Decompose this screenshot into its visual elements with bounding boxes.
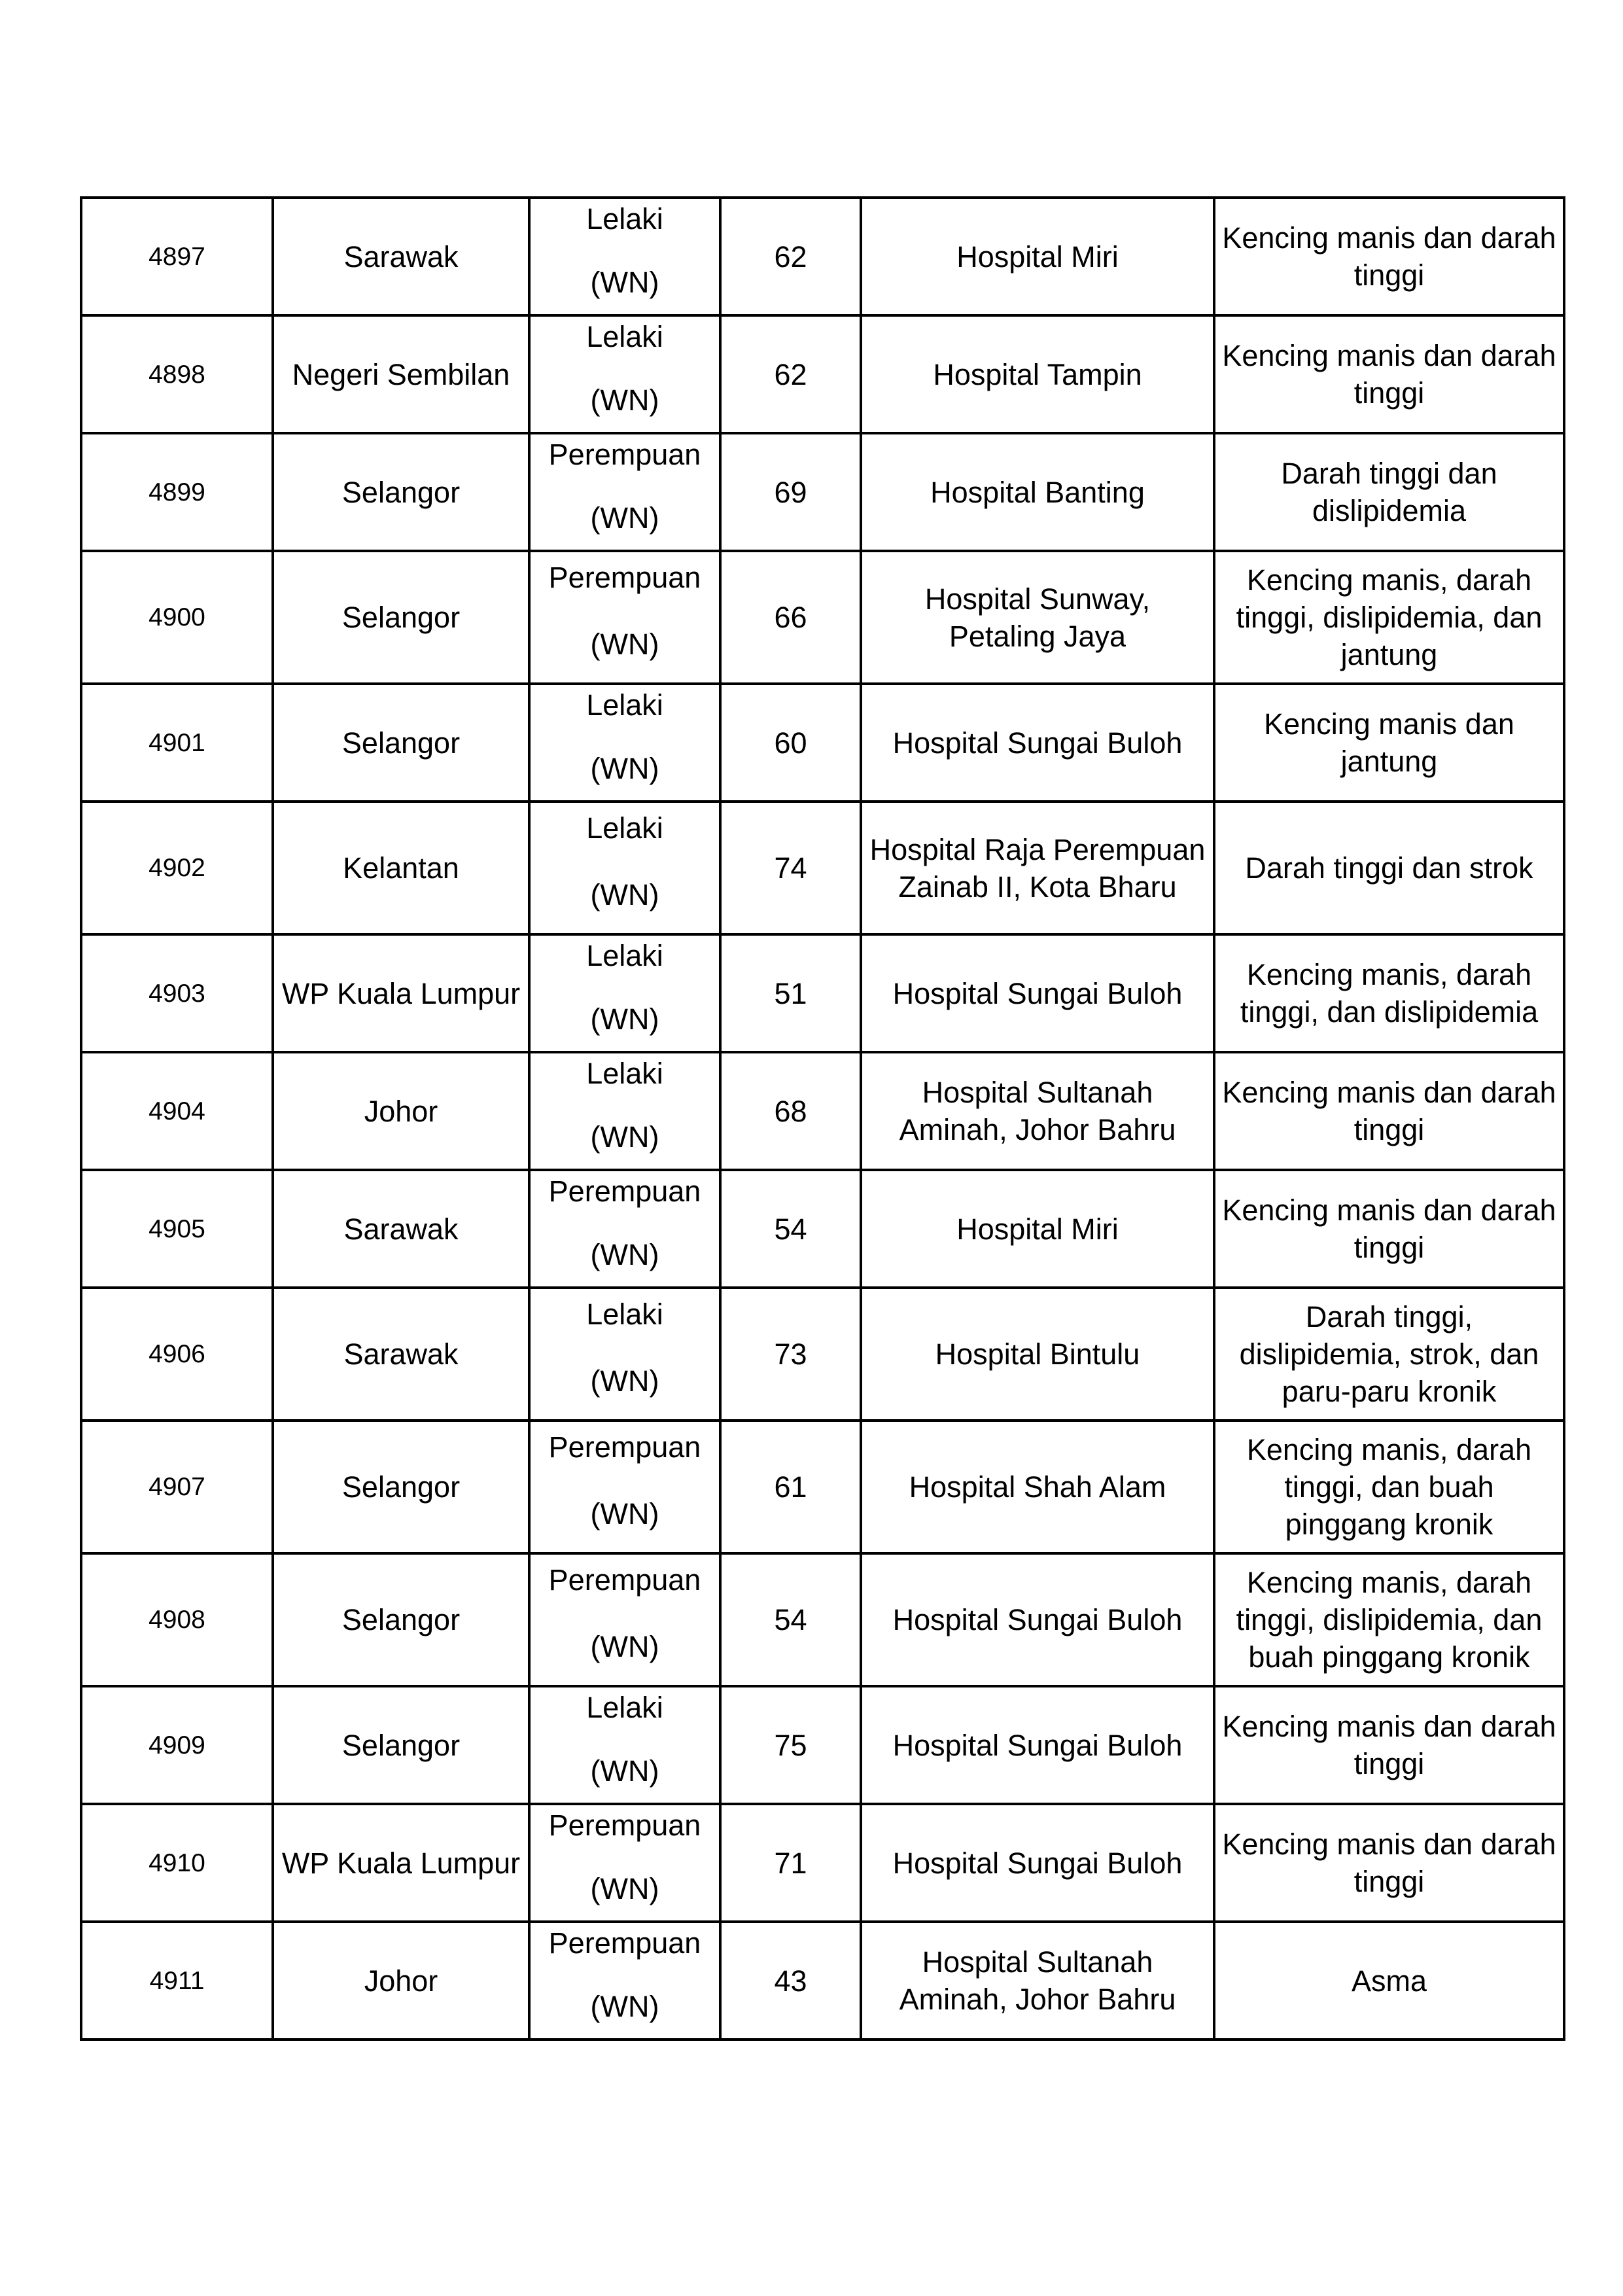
table-row — [81, 684, 1564, 802]
state-cell: Selangor — [273, 684, 529, 802]
hospital-cell: Hospital Sungai Buloh — [861, 934, 1214, 1052]
gender-label: Lelaki — [586, 939, 663, 972]
case-number-cell: 4897 — [81, 198, 273, 315]
age-cell: 62 — [720, 198, 861, 315]
citizenship-label: (WN) — [590, 266, 659, 299]
age-cell: 61 — [720, 1421, 861, 1553]
comorbidities-cell: Kencing manis dan darah tinggi — [1214, 1804, 1564, 1922]
citizenship-label: (WN) — [590, 1497, 659, 1530]
case-number-cell: 4910 — [81, 1804, 273, 1922]
comorbidities-cell: Darah tinggi dan dislipidemia — [1214, 433, 1564, 551]
state-cell: Selangor — [273, 1553, 529, 1686]
age-cell: 75 — [720, 1686, 861, 1804]
hospital-cell: Hospital Banting — [861, 433, 1214, 551]
gender-label: Perempuan — [548, 1563, 701, 1597]
age-cell: 69 — [720, 433, 861, 551]
case-number-cell: 4903 — [81, 934, 273, 1052]
gender-cell — [529, 934, 720, 1052]
case-number-cell: 4906 — [81, 1288, 273, 1421]
gender-label: Lelaki — [586, 320, 663, 353]
gender-cell — [529, 1804, 720, 1922]
case-number-cell: 4898 — [81, 315, 273, 433]
comorbidities-cell: Kencing manis, darah tinggi, dan buah pinggang kronik — [1214, 1421, 1564, 1553]
gender-cell — [529, 1686, 720, 1804]
age-cell: 71 — [720, 1804, 861, 1922]
citizenship-label: (WN) — [590, 1238, 659, 1271]
state-cell: Selangor — [273, 1421, 529, 1553]
age-cell: 74 — [720, 802, 861, 934]
case-number-cell: 4907 — [81, 1421, 273, 1553]
state-cell: Negeri Sembilan — [273, 315, 529, 433]
gender-cell — [529, 551, 720, 684]
table-row — [81, 1170, 1564, 1288]
table-row — [81, 1052, 1564, 1170]
age-cell: 68 — [720, 1052, 861, 1170]
gender-label: Lelaki — [586, 202, 663, 236]
case-number-cell: 4904 — [81, 1052, 273, 1170]
hospital-cell: Hospital Sungai Buloh — [861, 1553, 1214, 1686]
table-row — [81, 1553, 1564, 1686]
comorbidities-cell: Kencing manis dan jantung — [1214, 684, 1564, 802]
gender-label: Lelaki — [586, 1057, 663, 1090]
gender-cell — [529, 1421, 720, 1553]
case-number-cell: 4899 — [81, 433, 273, 551]
case-number-cell: 4901 — [81, 684, 273, 802]
age-cell: 62 — [720, 315, 861, 433]
state-cell: WP Kuala Lumpur — [273, 934, 529, 1052]
gender-cell — [529, 802, 720, 934]
comorbidities-cell: Kencing manis, darah tinggi, dislipidemia, dan buah pinggang kronik — [1214, 1553, 1564, 1686]
gender-cell — [529, 684, 720, 802]
case-table — [80, 196, 1565, 2041]
gender-label: Lelaki — [586, 688, 663, 722]
hospital-cell: Hospital Raja Perempuan Zainab II, Kota Bharu — [861, 802, 1214, 934]
gender-label: Lelaki — [586, 811, 663, 845]
case-number-cell: 4900 — [81, 551, 273, 684]
state-cell: WP Kuala Lumpur — [273, 1804, 529, 1922]
table-row — [81, 1421, 1564, 1553]
comorbidities-cell: Darah tinggi dan strok — [1214, 802, 1564, 934]
citizenship-label: (WN) — [590, 1002, 659, 1036]
gender-cell — [529, 1052, 720, 1170]
citizenship-label: (WN) — [590, 627, 659, 661]
state-cell: Sarawak — [273, 198, 529, 315]
citizenship-label: (WN) — [590, 1754, 659, 1788]
citizenship-label: (WN) — [590, 1872, 659, 1905]
gender-label: Perempuan — [548, 438, 701, 471]
comorbidities-cell: Kencing manis, darah tinggi, dislipidemia, dan jantung — [1214, 551, 1564, 684]
case-number-cell: 4909 — [81, 1686, 273, 1804]
gender-cell — [529, 1288, 720, 1421]
case-number-cell: 4908 — [81, 1553, 273, 1686]
comorbidities-cell: Kencing manis, darah tinggi, dan dislipidemia — [1214, 934, 1564, 1052]
comorbidities-cell: Kencing manis dan darah tinggi — [1214, 1686, 1564, 1804]
citizenship-label: (WN) — [590, 878, 659, 911]
age-cell: 54 — [720, 1170, 861, 1288]
table-row — [81, 802, 1564, 934]
gender-cell — [529, 1170, 720, 1288]
hospital-cell: Hospital Sungai Buloh — [861, 1804, 1214, 1922]
hospital-cell: Hospital Sunway, Petaling Jaya — [861, 551, 1214, 684]
table-row — [81, 433, 1564, 551]
gender-label: Lelaki — [586, 1691, 663, 1724]
comorbidities-cell: Kencing manis dan darah tinggi — [1214, 1170, 1564, 1288]
table-row — [81, 1288, 1564, 1421]
hospital-cell: Hospital Tampin — [861, 315, 1214, 433]
age-cell: 54 — [720, 1553, 861, 1686]
age-cell: 43 — [720, 1922, 861, 2040]
table-row — [81, 551, 1564, 684]
table-row — [81, 1686, 1564, 1804]
state-cell: Johor — [273, 1052, 529, 1170]
citizenship-label: (WN) — [590, 1630, 659, 1663]
hospital-cell: Hospital Shah Alam — [861, 1421, 1214, 1553]
comorbidities-cell: Asma — [1214, 1922, 1564, 2040]
gender-label: Perempuan — [548, 1809, 701, 1842]
hospital-cell: Hospital Miri — [861, 198, 1214, 315]
hospital-cell: Hospital Bintulu — [861, 1288, 1214, 1421]
table-row — [81, 198, 1564, 315]
citizenship-label: (WN) — [590, 1990, 659, 2023]
comorbidities-cell: Kencing manis dan darah tinggi — [1214, 1052, 1564, 1170]
gender-label: Perempuan — [548, 1926, 701, 1960]
hospital-cell: Hospital Sungai Buloh — [861, 1686, 1214, 1804]
state-cell: Selangor — [273, 433, 529, 551]
table-row — [81, 934, 1564, 1052]
hospital-cell: Hospital Miri — [861, 1170, 1214, 1288]
hospital-cell: Hospital Sultanah Aminah, Johor Bahru — [861, 1922, 1214, 2040]
comorbidities-cell: Darah tinggi, dislipidemia, strok, dan paru-paru kronik — [1214, 1288, 1564, 1421]
state-cell: Sarawak — [273, 1170, 529, 1288]
comorbidities-cell: Kencing manis dan darah tinggi — [1214, 198, 1564, 315]
table-row — [81, 1922, 1564, 2040]
citizenship-label: (WN) — [590, 1364, 659, 1398]
table-row — [81, 315, 1564, 433]
gender-cell — [529, 433, 720, 551]
citizenship-label: (WN) — [590, 383, 659, 417]
gender-label: Perempuan — [548, 561, 701, 594]
age-cell: 73 — [720, 1288, 861, 1421]
comorbidities-cell: Kencing manis dan darah tinggi — [1214, 315, 1564, 433]
citizenship-label: (WN) — [590, 752, 659, 785]
gender-cell — [529, 1922, 720, 2040]
state-cell: Selangor — [273, 1686, 529, 1804]
case-number-cell: 4902 — [81, 802, 273, 934]
gender-label: Lelaki — [586, 1298, 663, 1331]
age-cell: 60 — [720, 684, 861, 802]
age-cell: 66 — [720, 551, 861, 684]
state-cell: Selangor — [273, 551, 529, 684]
case-number-cell: 4905 — [81, 1170, 273, 1288]
state-cell: Kelantan — [273, 802, 529, 934]
gender-cell — [529, 1553, 720, 1686]
state-cell: Johor — [273, 1922, 529, 2040]
gender-cell — [529, 198, 720, 315]
gender-label: Perempuan — [548, 1430, 701, 1464]
citizenship-label: (WN) — [590, 501, 659, 535]
case-table-body — [81, 198, 1564, 2040]
gender-cell — [529, 315, 720, 433]
hospital-cell: Hospital Sultanah Aminah, Johor Bahru — [861, 1052, 1214, 1170]
case-number-cell: 4911 — [81, 1922, 273, 2040]
citizenship-label: (WN) — [590, 1120, 659, 1154]
hospital-cell: Hospital Sungai Buloh — [861, 684, 1214, 802]
gender-label: Perempuan — [548, 1174, 701, 1208]
table-row — [81, 1804, 1564, 1922]
age-cell: 51 — [720, 934, 861, 1052]
state-cell: Sarawak — [273, 1288, 529, 1421]
